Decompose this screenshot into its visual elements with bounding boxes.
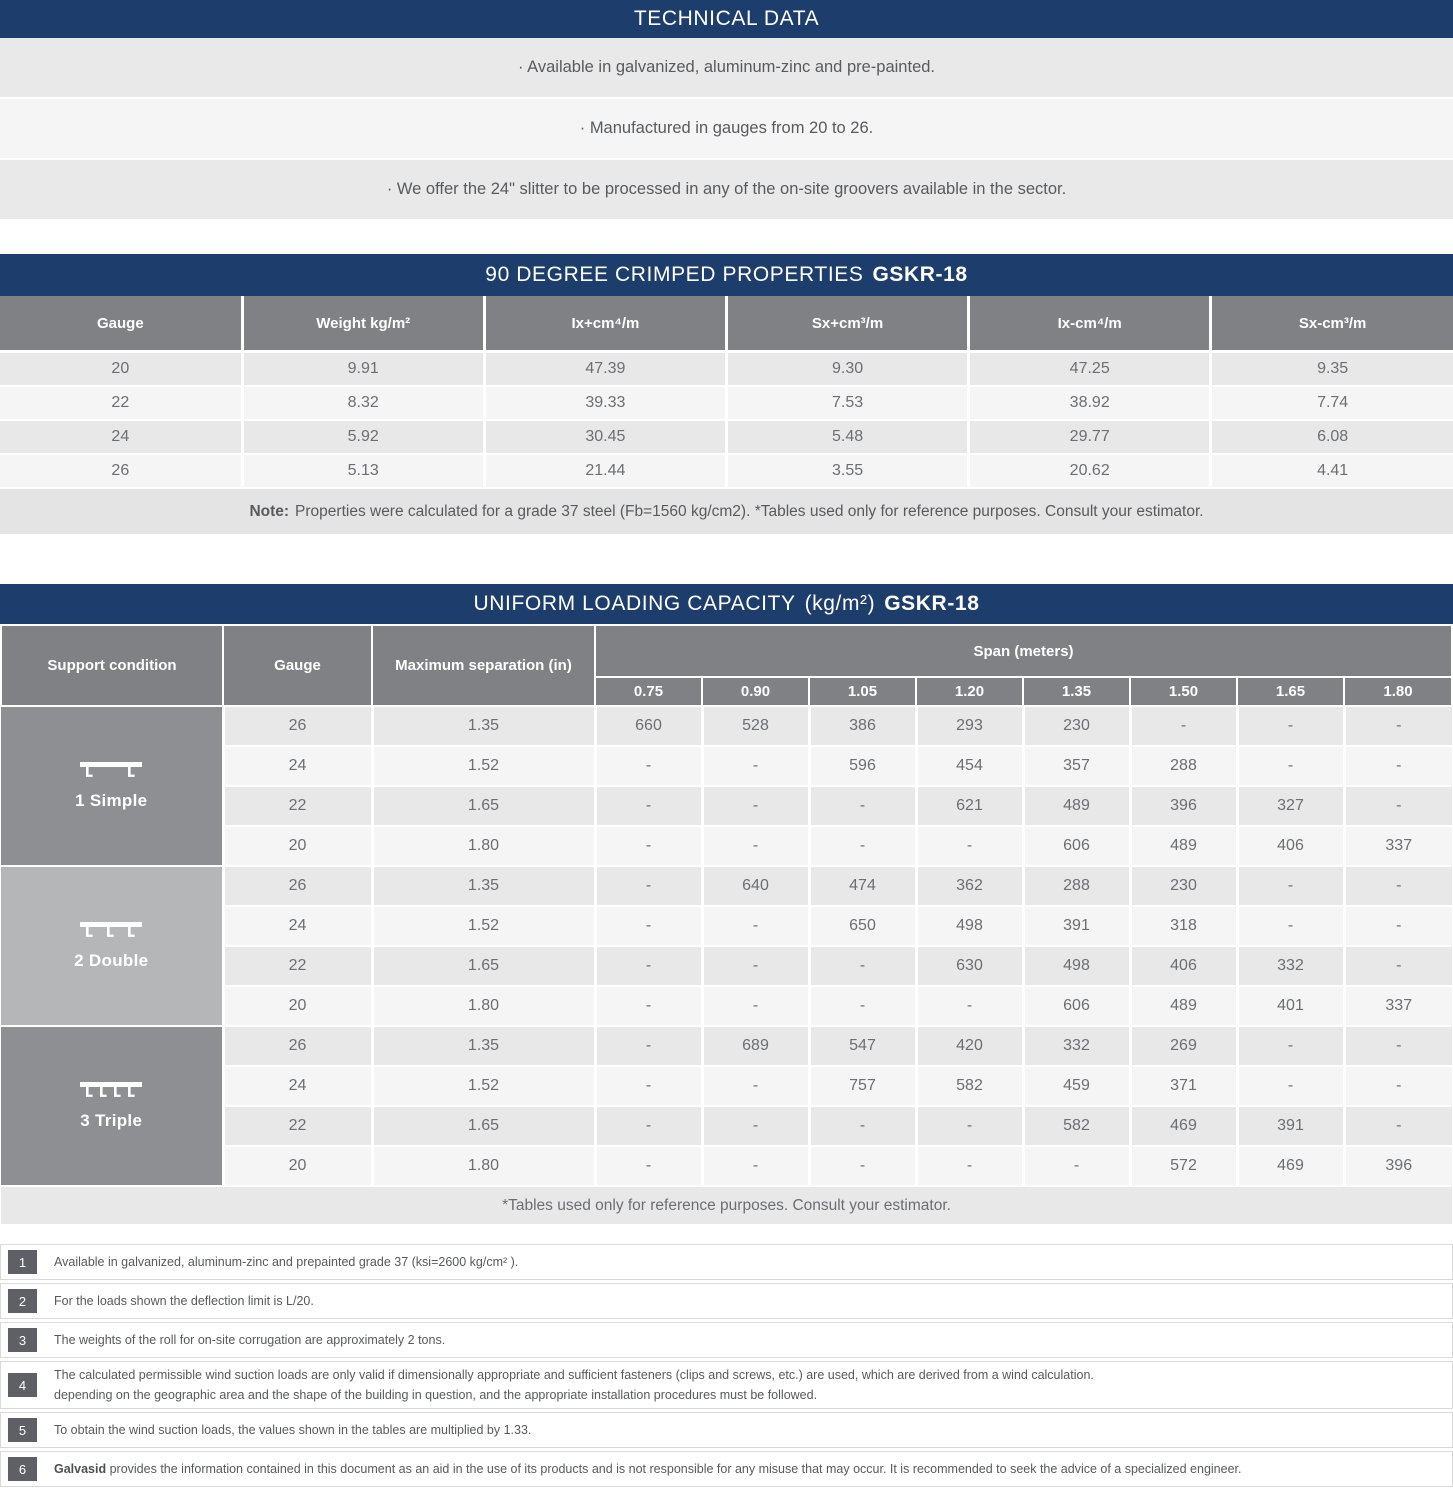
column-header-max-separation: Maximum separation (in): [372, 625, 595, 706]
load-value-cell: 230: [1023, 706, 1130, 746]
load-value-cell: -: [1344, 906, 1452, 946]
table-cell: 30.45: [484, 420, 726, 454]
column-header: Sx+cm³/m: [726, 296, 968, 352]
load-value-cell: -: [702, 906, 809, 946]
gauge-cell: 22: [223, 946, 372, 986]
load-value-cell: 420: [916, 1026, 1023, 1066]
load-value-cell: -: [916, 1146, 1023, 1186]
load-value-cell: 630: [916, 946, 1023, 986]
table-cell: 9.35: [1211, 352, 1453, 387]
load-value-cell: 269: [1130, 1026, 1237, 1066]
column-header-span-value: 0.90: [702, 677, 809, 706]
gauge-cell: 24: [223, 906, 372, 946]
footnote-number: 2: [8, 1289, 37, 1313]
load-value-cell: -: [1237, 746, 1344, 786]
bullet-text: · Available in galvanized, aluminum-zinc and pre-painted.: [517, 58, 936, 76]
column-header: Weight kg/m²: [242, 296, 484, 352]
load-value-cell: 337: [1344, 826, 1452, 866]
crimped-properties-table: [0, 296, 1453, 489]
separation-cell: 1.52: [372, 746, 595, 786]
load-value-cell: -: [702, 746, 809, 786]
load-value-cell: 469: [1237, 1146, 1344, 1186]
support-diagram-icon: [80, 922, 142, 939]
gauge-cell: 26: [223, 866, 372, 906]
load-value-cell: 396: [1130, 786, 1237, 826]
load-value-cell: 547: [809, 1026, 916, 1066]
column-header: Sx-cm³/m: [1211, 296, 1453, 352]
gauge-cell: 20: [223, 986, 372, 1026]
crimped-note: [0, 489, 1453, 534]
crimped-properties-title: 90 DEGREE CRIMPED PROPERTIES: [485, 263, 864, 286]
spacer: [0, 1224, 1453, 1244]
table-cell: 47.39: [484, 352, 726, 387]
load-value-cell: -: [595, 946, 702, 986]
support-condition-label: 1 Simple: [75, 790, 148, 810]
load-value-cell: -: [595, 1146, 702, 1186]
load-value-cell: -: [702, 1106, 809, 1146]
table-cell: 3.55: [726, 454, 968, 488]
load-value-cell: 391: [1023, 906, 1130, 946]
table-cell: 7.74: [1211, 386, 1453, 420]
load-value-cell: -: [702, 786, 809, 826]
load-value-cell: -: [595, 786, 702, 826]
support-condition-label: 2 Double: [74, 950, 149, 970]
load-value-cell: -: [1237, 866, 1344, 906]
load-value-cell: -: [1344, 946, 1452, 986]
gauge-cell: 20: [223, 1146, 372, 1186]
load-value-cell: 357: [1023, 746, 1130, 786]
gauge-cell: 26: [223, 706, 372, 746]
load-value-cell: -: [1344, 1106, 1452, 1146]
load-value-cell: 459: [1023, 1066, 1130, 1106]
crimped-note-label: Note:: [249, 502, 290, 520]
bullet-row: [0, 160, 1453, 221]
load-value-cell: -: [595, 866, 702, 906]
crimped-header-row: [0, 296, 1453, 352]
column-header-gauge: Gauge: [223, 625, 372, 706]
table-cell: 8.32: [242, 386, 484, 420]
bullet-text: · We offer the 24" slitter to be processed in any of the on-site groovers available in the sector.: [386, 180, 1067, 198]
table-row: [1, 706, 1452, 746]
load-value-cell: -: [595, 906, 702, 946]
gauge-cell: 24: [223, 1066, 372, 1106]
load-value-cell: -: [595, 826, 702, 866]
load-value-cell: 489: [1023, 786, 1130, 826]
loading-capacity-header: [0, 584, 1453, 624]
column-header-span-value: 0.75: [595, 677, 702, 706]
separation-cell: 1.65: [372, 1106, 595, 1146]
bullet-text: · Manufactured in gauges from 20 to 26.: [579, 119, 874, 137]
load-value-cell: -: [1344, 1026, 1452, 1066]
column-header: Ix-cm⁴/m: [969, 296, 1211, 352]
load-value-cell: 332: [1023, 1026, 1130, 1066]
load-value-cell: -: [595, 1106, 702, 1146]
load-value-cell: -: [809, 1146, 916, 1186]
footnote-text: The weights of the roll for on-site corrugation are approximately 2 tons.: [54, 1333, 446, 1347]
footnote-number: 4: [8, 1373, 37, 1397]
load-value-cell: 660: [595, 706, 702, 746]
bullet-row: [0, 99, 1453, 160]
footnote-number: 3: [8, 1328, 37, 1352]
footnote-row: [0, 1322, 1453, 1358]
column-header-span-value: 1.05: [809, 677, 916, 706]
support-condition-label: 3 Triple: [80, 1110, 143, 1130]
separation-cell: 1.35: [372, 706, 595, 746]
separation-cell: 1.52: [372, 1066, 595, 1106]
load-value-cell: 327: [1237, 786, 1344, 826]
load-value-cell: -: [1237, 1066, 1344, 1106]
load-value-cell: 757: [809, 1066, 916, 1106]
load-value-cell: -: [1344, 866, 1452, 906]
load-value-cell: -: [1344, 746, 1452, 786]
column-header: Ix+cm⁴/m: [484, 296, 726, 352]
load-value-cell: 362: [916, 866, 1023, 906]
separation-cell: 1.80: [372, 1146, 595, 1186]
separation-cell: 1.80: [372, 826, 595, 866]
load-value-cell: -: [595, 1026, 702, 1066]
table-cell: 4.41: [1211, 454, 1453, 488]
load-value-cell: 288: [1130, 746, 1237, 786]
load-value-cell: -: [809, 1106, 916, 1146]
load-value-cell: -: [809, 986, 916, 1026]
load-value-cell: 596: [809, 746, 916, 786]
load-value-cell: 489: [1130, 986, 1237, 1026]
table-cell: 26: [0, 454, 242, 488]
load-value-cell: 406: [1237, 826, 1344, 866]
support-diagram-icon: [80, 762, 142, 779]
load-value-cell: 391: [1237, 1106, 1344, 1146]
load-value-cell: 406: [1130, 946, 1237, 986]
load-value-cell: 230: [1130, 866, 1237, 906]
loading-capacity-title: UNIFORM LOADING CAPACITY: [473, 592, 796, 615]
column-header-support-condition: Support condition: [1, 625, 223, 706]
column-header-span-value: 1.80: [1344, 677, 1452, 706]
crimped-properties-model: GSKR-18: [872, 263, 968, 286]
load-value-cell: 454: [916, 746, 1023, 786]
footnote-text: Available in galvanized, aluminum-zinc and prepainted grade 37 (ksi=2600 kg/cm² ).: [54, 1255, 519, 1269]
load-value-cell: 689: [702, 1026, 809, 1066]
load-value-cell: 606: [1023, 986, 1130, 1026]
loading-footer-note: *Tables used only for reference purposes. Consult your estimator.: [1, 1186, 1452, 1224]
table-cell: 29.77: [969, 420, 1211, 454]
load-value-cell: -: [809, 786, 916, 826]
separation-cell: 1.52: [372, 906, 595, 946]
load-value-cell: -: [702, 946, 809, 986]
load-value-cell: -: [1237, 906, 1344, 946]
table-cell: 6.08: [1211, 420, 1453, 454]
column-header-span-value: 1.35: [1023, 677, 1130, 706]
load-value-cell: 650: [809, 906, 916, 946]
column-header: Gauge: [0, 296, 242, 352]
table-cell: 38.92: [969, 386, 1211, 420]
load-value-cell: -: [1130, 706, 1237, 746]
table-cell: 39.33: [484, 386, 726, 420]
load-value-cell: 498: [916, 906, 1023, 946]
load-value-cell: 582: [916, 1066, 1023, 1106]
footnote-row: [0, 1451, 1453, 1487]
load-value-cell: -: [916, 1106, 1023, 1146]
load-value-cell: -: [809, 946, 916, 986]
load-value-cell: 474: [809, 866, 916, 906]
load-value-cell: 572: [1130, 1146, 1237, 1186]
table-cell: 7.53: [726, 386, 968, 420]
table-cell: 20: [0, 352, 242, 387]
load-value-cell: -: [702, 1066, 809, 1106]
table-row: [1, 1026, 1452, 1066]
crimped-properties-header: [0, 254, 1453, 296]
load-value-cell: -: [595, 1066, 702, 1106]
technical-bullets: [0, 38, 1453, 221]
load-value-cell: -: [809, 826, 916, 866]
gauge-cell: 22: [223, 1106, 372, 1146]
table-cell: 5.92: [242, 420, 484, 454]
load-value-cell: -: [595, 746, 702, 786]
load-value-cell: 337: [1344, 986, 1452, 1026]
table-row: [0, 454, 1453, 488]
load-value-cell: 386: [809, 706, 916, 746]
load-value-cell: 396: [1344, 1146, 1452, 1186]
support-condition-cell: [1, 706, 223, 866]
load-value-cell: 288: [1023, 866, 1130, 906]
load-value-cell: -: [1344, 706, 1452, 746]
loading-header-row-1: [1, 625, 1452, 677]
footnote-number: 1: [8, 1250, 37, 1274]
spacer: [0, 534, 1453, 584]
load-value-cell: -: [595, 986, 702, 1026]
support-condition-cell: [1, 1026, 223, 1186]
load-value-cell: -: [702, 1146, 809, 1186]
table-row: [0, 352, 1453, 387]
column-header-span-value: 1.65: [1237, 677, 1344, 706]
footnote-text: The calculated permissible wind suction loads are only valid if dimensionally appropriate and sufficient fasteners (clips and screws, etc.) are used, which are derived from a wind calculation. depending on the geographic area and the shape of the building in question, and the appropriate installation procedures must be followed.: [54, 1368, 1094, 1402]
table-cell: 5.48: [726, 420, 968, 454]
spacer: [0, 221, 1453, 254]
load-value-cell: 318: [1130, 906, 1237, 946]
load-value-cell: -: [916, 826, 1023, 866]
footnote-text: For the loads shown the deflection limit is L/20.: [54, 1294, 314, 1308]
crimped-table-body: [0, 352, 1453, 489]
load-value-cell: -: [1023, 1146, 1130, 1186]
load-value-cell: 640: [702, 866, 809, 906]
load-value-cell: 489: [1130, 826, 1237, 866]
gauge-cell: 26: [223, 1026, 372, 1066]
separation-cell: 1.35: [372, 866, 595, 906]
table-cell: 9.91: [242, 352, 484, 387]
table-cell: 9.30: [726, 352, 968, 387]
table-cell: 5.13: [242, 454, 484, 488]
table-cell: 21.44: [484, 454, 726, 488]
technical-data-title: TECHNICAL DATA: [633, 7, 820, 30]
gauge-cell: 24: [223, 746, 372, 786]
loading-capacity-table: [0, 624, 1453, 1224]
footnote-row: [0, 1412, 1453, 1448]
table-cell: 47.25: [969, 352, 1211, 387]
table-row: [0, 420, 1453, 454]
footnote-text: To obtain the wind suction loads, the values shown in the tables are multiplied by 1.33.: [54, 1423, 532, 1437]
load-value-cell: -: [1344, 1066, 1452, 1106]
footnote-row: [0, 1283, 1453, 1319]
technical-data-header: [0, 0, 1453, 38]
support-diagram-icon: [80, 1082, 142, 1099]
footnotes-section: [0, 1244, 1453, 1487]
load-value-cell: -: [702, 826, 809, 866]
column-header-span-value: 1.50: [1130, 677, 1237, 706]
gauge-cell: 20: [223, 826, 372, 866]
column-header-span: Span (meters): [595, 625, 1452, 677]
loading-capacity-model: GSKR-18: [884, 592, 980, 615]
load-value-cell: 582: [1023, 1106, 1130, 1146]
footnote-number: 6: [8, 1457, 37, 1481]
column-header-span-value: 1.20: [916, 677, 1023, 706]
load-value-cell: 606: [1023, 826, 1130, 866]
footnote-row: [0, 1244, 1453, 1280]
footnote-text: Galvasid provides the information contained in this document as an aid in the use of its products and is not responsible for any misuse that may occur. It is recommended to seek the advice of a specialized engineer.: [54, 1462, 1242, 1476]
separation-cell: 1.80: [372, 986, 595, 1026]
load-value-cell: -: [702, 986, 809, 1026]
load-value-cell: 469: [1130, 1106, 1237, 1146]
load-value-cell: 332: [1237, 946, 1344, 986]
load-value-cell: 528: [702, 706, 809, 746]
load-value-cell: 401: [1237, 986, 1344, 1026]
load-value-cell: 293: [916, 706, 1023, 746]
loading-footer-row: [1, 1186, 1452, 1224]
separation-cell: 1.65: [372, 786, 595, 826]
table-cell: 20.62: [969, 454, 1211, 488]
load-value-cell: 621: [916, 786, 1023, 826]
table-row: [0, 386, 1453, 420]
separation-cell: 1.65: [372, 946, 595, 986]
support-condition-cell: [1, 866, 223, 1026]
load-value-cell: -: [1237, 1026, 1344, 1066]
crimped-note-text: Properties were calculated for a grade 37 steel (Fb=1560 kg/cm2). *Tables used only for reference purposes. Consult your estimator.: [295, 502, 1204, 520]
gauge-cell: 22: [223, 786, 372, 826]
footnote-number: 5: [8, 1418, 37, 1442]
separation-cell: 1.35: [372, 1026, 595, 1066]
load-value-cell: -: [916, 986, 1023, 1026]
loading-table-body: [1, 706, 1452, 1186]
table-row: [1, 866, 1452, 906]
loading-capacity-unit: (kg/m²): [804, 592, 876, 615]
load-value-cell: -: [1237, 706, 1344, 746]
table-cell: 24: [0, 420, 242, 454]
load-value-cell: -: [1344, 786, 1452, 826]
table-cell: 22: [0, 386, 242, 420]
bullet-row: [0, 38, 1453, 99]
load-value-cell: 371: [1130, 1066, 1237, 1106]
footnote-row: [0, 1361, 1453, 1409]
load-value-cell: 498: [1023, 946, 1130, 986]
